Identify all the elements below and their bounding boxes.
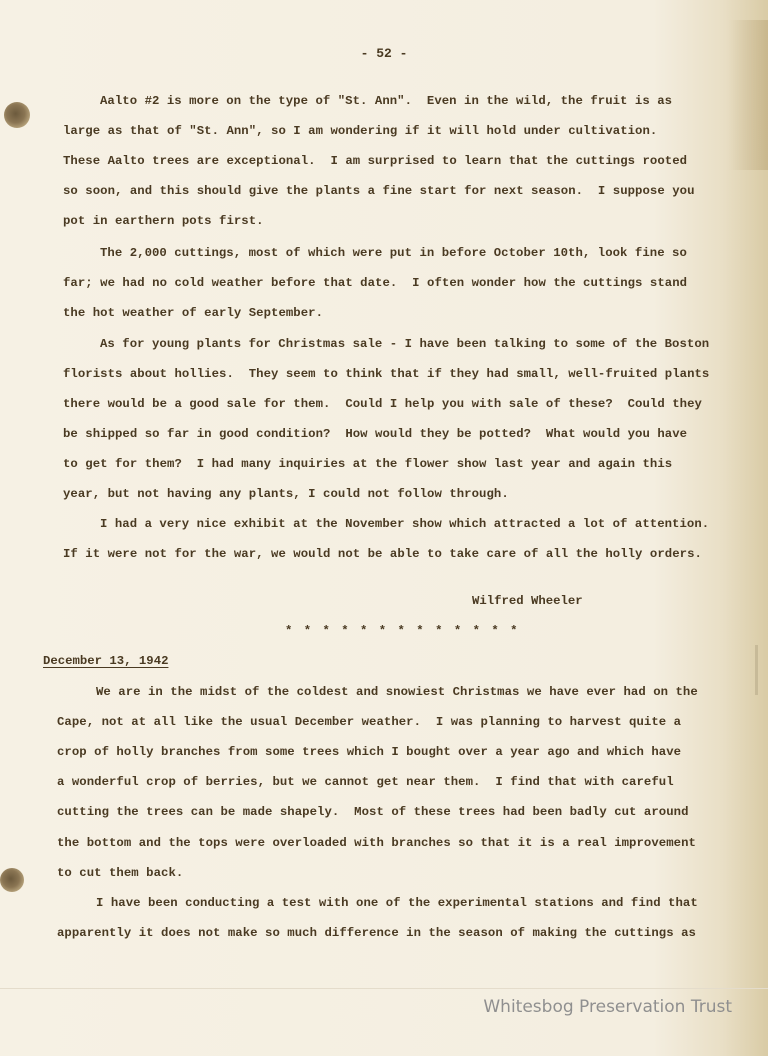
edge-stain	[728, 20, 768, 170]
text-line: As for young plants for Christmas sale - I have been talking to some of the Boston	[100, 337, 710, 351]
section-separator: * * * * * * * * * * * * *	[285, 624, 520, 638]
text-line: pot in earthern pots first.	[63, 214, 264, 228]
date-heading: December 13, 1942	[43, 654, 169, 668]
text-line: If it were not for the war, we would not be able to take care of all the holly orders.	[63, 547, 702, 561]
page-number: - 52 -	[360, 46, 408, 61]
text-line: so soon, and this should give the plants a fine start for next season. I suppose you	[63, 184, 695, 198]
text-line: cutting the trees can be made shapely. Most of these trees had been badly cut around	[57, 805, 689, 819]
text-line: apparently it does not make so much difference in the season of making the cuttings as	[57, 926, 696, 940]
bottom-divider	[0, 988, 768, 989]
text-line: We are in the midst of the coldest and snowiest Christmas we have ever had on the	[96, 685, 698, 699]
text-line: crop of holly branches from some trees which I bought over a year ago and which have	[57, 745, 682, 759]
text-line: the hot weather of early September.	[63, 306, 324, 320]
text-line: to cut them back.	[57, 866, 184, 880]
punch-hole-top	[4, 102, 30, 128]
signature: Wilfred Wheeler	[472, 594, 583, 608]
punch-hole-bottom	[0, 868, 24, 892]
text-line: I had a very nice exhibit at the November show which attracted a lot of attention.	[100, 517, 710, 531]
watermark: Whitesbog Preservation Trust	[483, 997, 732, 1017]
text-line: a wonderful crop of berries, but we cannot get near them. I find that with careful	[57, 775, 674, 789]
text-line: the bottom and the tops were overloaded with branches so that it is a real improvement	[57, 836, 696, 850]
text-line: there would be a good sale for them. Could I help you with sale of these? Could they	[63, 397, 702, 411]
text-line: florists about hollies. They seem to think that if they had small, well-fruited plants	[63, 367, 710, 381]
text-line: to get for them? I had many inquiries at the flower show last year and again this	[63, 457, 673, 471]
text-line: I have been conducting a test with one of the experimental stations and find that	[96, 896, 698, 910]
text-line: Cape, not at all like the usual December weather. I was planning to harvest quite a	[57, 715, 682, 729]
text-line: be shipped so far in good condition? How would they be potted? What would you have	[63, 427, 688, 441]
text-line: These Aalto trees are exceptional. I am surprised to learn that the cuttings rooted	[63, 154, 688, 168]
text-line: far; we had no cold weather before that date. I often wonder how the cuttings stand	[63, 276, 688, 290]
text-line: The 2,000 cuttings, most of which were put in before October 10th, look fine so	[100, 246, 687, 260]
edge-mark	[755, 645, 758, 695]
text-line: large as that of "St. Ann", so I am wondering if it will hold under cultivation.	[63, 124, 658, 138]
text-line: Aalto #2 is more on the type of "St. Ann". Even in the wild, the fruit is as	[100, 94, 673, 108]
text-line: year, but not having any plants, I could not follow through.	[63, 487, 509, 501]
